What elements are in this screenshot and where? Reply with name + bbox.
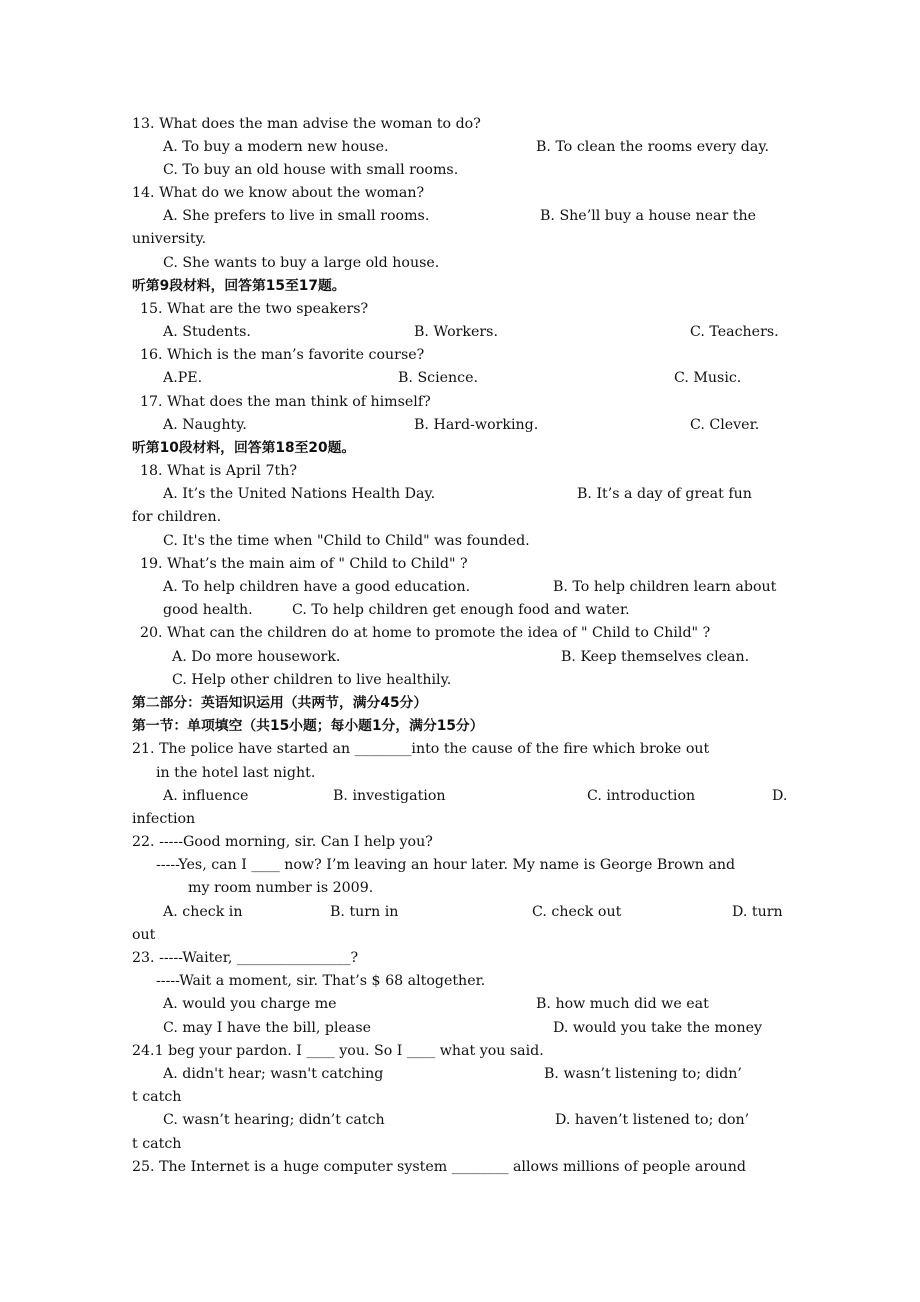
q22-option-c: C. check out bbox=[532, 904, 622, 920]
q22-option-d: D. turn bbox=[732, 904, 783, 920]
q22-stem-line-2: -----Yes, can I ____ now? I’m leaving an hour later. My name is George Brown and bbox=[156, 857, 736, 873]
q21-stem-cont: in the hotel last night. bbox=[156, 765, 316, 781]
q23-option-a: A. would you charge me bbox=[163, 996, 337, 1012]
q13-stem: 13. What does the man advise the woman to do? bbox=[132, 116, 481, 132]
q18-stem: 18. What is April 7th? bbox=[140, 463, 297, 479]
q15-option-a: A. Students. bbox=[163, 324, 251, 340]
q17-option-a: A. Naughty. bbox=[163, 417, 247, 433]
q24-option-d-cont: t catch bbox=[132, 1136, 182, 1152]
q24-option-a: A. didn't hear; wasn't catching bbox=[163, 1066, 384, 1082]
section-9-heading: 听第9段材料，回答第15至17题。 bbox=[132, 278, 346, 294]
q16-stem: 16. Which is the man’s favorite course? bbox=[140, 347, 425, 363]
q23-option-d: D. would you take the money bbox=[553, 1020, 762, 1036]
q21-option-a: A. influence bbox=[163, 788, 249, 804]
q16-option-a: A.PE. bbox=[163, 370, 203, 386]
q21-option-c: C. introduction bbox=[587, 788, 696, 804]
q20-option-c: C. Help other children to live healthily. bbox=[172, 672, 452, 688]
q17-option-c: C. Clever. bbox=[690, 417, 760, 433]
q17-stem: 17. What does the man think of himself? bbox=[140, 394, 431, 410]
q16-option-c: C. Music. bbox=[674, 370, 742, 386]
q22-option-a: A. check in bbox=[163, 904, 243, 920]
q18-option-b-cont: for children. bbox=[132, 509, 222, 525]
part-2-heading: 第二部分：英语知识运用（共两节，满分45分） bbox=[132, 695, 428, 711]
q14-stem: 14. What do we know about the woman? bbox=[132, 185, 425, 201]
q18-option-a: A. It’s the United Nations Health Day. bbox=[163, 486, 436, 502]
q14-option-a: A. She prefers to live in small rooms. bbox=[163, 208, 430, 224]
section-10-heading: 听第10段材料，回答第18至20题。 bbox=[132, 440, 356, 456]
q18-option-c: C. It's the time when "Child to Child" was founded. bbox=[163, 533, 530, 549]
q13-option-c: C. To buy an old house with small rooms. bbox=[163, 162, 459, 178]
q23-option-b: B. how much did we eat bbox=[536, 996, 709, 1012]
q24-option-c: C. wasn’t hearing; didn’t catch bbox=[163, 1112, 385, 1128]
q23-stem: 23. -----Waiter, ________________? bbox=[132, 950, 359, 966]
q23-option-c: C. may I have the bill, please bbox=[163, 1020, 372, 1036]
q17-option-b: B. Hard-working. bbox=[414, 417, 539, 433]
q22-option-d-cont: out bbox=[132, 927, 156, 943]
q18-option-b: B. It’s a day of great fun bbox=[577, 486, 752, 502]
q15-option-b: B. Workers. bbox=[414, 324, 498, 340]
q23-stem-reply: -----Wait a moment, sir. That’s $ 68 altogether. bbox=[156, 973, 486, 989]
q20-option-b: B. Keep themselves clean. bbox=[561, 649, 750, 665]
q19-option-c: C. To help children get enough food and water. bbox=[292, 602, 630, 618]
q19-option-b: B. To help children learn about bbox=[553, 579, 777, 595]
q21-option-d-cont: infection bbox=[132, 811, 196, 827]
q24-stem: 24.1 beg your pardon. I ____ you. So I ____ what you said. bbox=[132, 1043, 544, 1059]
q15-option-c: C. Teachers. bbox=[690, 324, 779, 340]
q22-stem: 22. -----Good morning, sir. Can I help you? bbox=[132, 834, 433, 850]
q19-option-b-cont: good health. bbox=[163, 602, 253, 618]
q24-option-d: D. haven’t listened to; don’ bbox=[555, 1112, 750, 1128]
q21-stem: 21. The police have started an ________into the cause of the fire which broke out bbox=[132, 741, 710, 757]
q24-option-b-cont: t catch bbox=[132, 1089, 182, 1105]
q16-option-b: B. Science. bbox=[398, 370, 479, 386]
q13-option-b: B. To clean the rooms every day. bbox=[536, 139, 769, 155]
q22-stem-line-3: my room number is 2009. bbox=[188, 880, 374, 896]
section-1-heading: 第一节：单项填空（共15小题；每小题1分，满分15分） bbox=[132, 718, 484, 734]
q13-option-a: A. To buy a modern new house. bbox=[163, 139, 389, 155]
q25-stem: 25. The Internet is a huge computer system ________ allows millions of people around bbox=[132, 1159, 747, 1175]
q19-option-a: A. To help children have a good education. bbox=[163, 579, 471, 595]
q22-option-b: B. turn in bbox=[330, 904, 399, 920]
q14-option-c: C. She wants to buy a large old house. bbox=[163, 255, 440, 271]
q14-option-b-cont: university. bbox=[132, 231, 207, 247]
q20-stem: 20. What can the children do at home to promote the idea of " Child to Child" ? bbox=[140, 625, 711, 641]
q21-option-d: D. bbox=[772, 788, 788, 804]
q24-option-b: B. wasn’t listening to; didn’ bbox=[544, 1066, 742, 1082]
q19-stem: 19. What’s the main aim of " Child to Child" ? bbox=[140, 556, 468, 572]
q15-stem: 15. What are the two speakers? bbox=[140, 301, 369, 317]
q20-option-a: A. Do more housework. bbox=[172, 649, 341, 665]
q21-option-b: B. investigation bbox=[333, 788, 446, 804]
q14-option-b: B. She’ll buy a house near the bbox=[540, 208, 757, 224]
